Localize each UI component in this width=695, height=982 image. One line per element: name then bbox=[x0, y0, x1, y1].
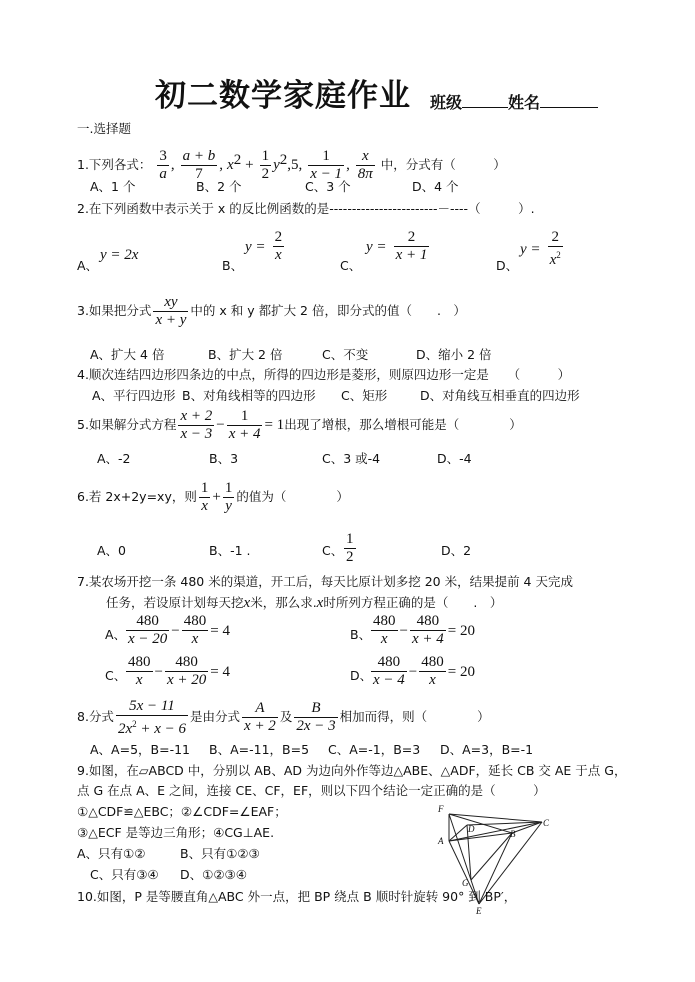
q1-option-d[interactable]: D、4 个 bbox=[412, 179, 459, 194]
q8-option-d[interactable]: D、A=3，B=-1 bbox=[440, 742, 534, 757]
q5-option-c[interactable]: C、3 或-4 bbox=[322, 451, 381, 466]
q4-option-c[interactable]: C、矩形 bbox=[341, 388, 388, 403]
q6-option-b[interactable]: B、-1 . bbox=[209, 543, 251, 558]
q1-frac-4: $\frac{1}{x - 1}$ bbox=[310, 148, 343, 183]
q9-line-4: ③△ECF 是等边三角形；④CG⊥AE. bbox=[77, 825, 275, 840]
q1-stem: 1.下列各式： $\frac{3}{a}$ , $\frac{a + b}{7}$ , $x^2$ + $\frac{1}{2}$ $y^2,5$, $\frac{1}{x - 1}$ , $\frac{x}{8\pi}$ 中，分式有（ ） bbox=[77, 148, 506, 183]
q4-option-d[interactable]: D、对角线互相垂直的四边形 bbox=[420, 388, 580, 403]
q1-option-c[interactable]: C、3 个 bbox=[305, 179, 351, 194]
q2-a-expr: y = 2x bbox=[100, 247, 139, 263]
figure-label-d: D bbox=[468, 824, 475, 834]
q7-option-a[interactable]: A、 bbox=[105, 627, 127, 642]
q8-stem: 8.分式 $\frac{5x - 11}{2x^2 + x - 6}$ 是由分式 $\frac{A}{x + 2}$ 及 $\frac{B}{2x - 3}$ 相加而得，则（ ） bbox=[77, 697, 490, 737]
q9-option-a[interactable]: A、只有①② bbox=[77, 846, 146, 861]
q9-option-b[interactable]: B、只有①②③ bbox=[180, 846, 260, 861]
class-blank[interactable] bbox=[462, 92, 508, 108]
q2-c-expr: y = $\frac{2}{x + 1}$ bbox=[366, 229, 428, 263]
q10-stem: 10.如图，P 是等腰直角△ABC 外一点，把 BP 绕点 B 顺时针旋转 90° 到 BP′， bbox=[77, 889, 517, 904]
q8-option-a[interactable]: A、A=5，B=-11 bbox=[90, 742, 190, 757]
q6-option-c[interactable]: C、 bbox=[322, 543, 344, 558]
q6-c-fraction: $\frac{1}{2}$ bbox=[346, 531, 354, 565]
q9-line-1: 9.如图，在▱ABCD 中，分别以 AB、AD 为边向外作等边△ABE、△ADF，延长 CB 交 AE 于点 G， bbox=[77, 763, 627, 778]
q5-stem: 5.如果解分式方程 $\frac{x + 2}{x - 3}$ − $\frac{1}{x + 4}$ = 1出现了增根，那么增根可能是（ ） bbox=[77, 408, 522, 442]
q7-a-expr: $\frac{480}{x - 20}$ − $\frac{480}{x}$ = 4 bbox=[128, 613, 230, 647]
q9-line-3: ①△CDF≌△EBC；②∠CDF=∠EAF； bbox=[77, 804, 287, 819]
q1-frac-3: $\frac{1}{2}$ bbox=[261, 148, 270, 183]
q1-option-b[interactable]: B、2 个 bbox=[196, 179, 242, 194]
q9-line-2: 点 G 在点 A、E 之间，连接 CE、CF，EF，则以下四个结论一定正确的是（ ） bbox=[77, 783, 546, 798]
q3-stem: 3.如果把分式 $\frac{xy}{x + y}$ 中的 x 和 y 都扩大 2 倍，即分式的值（ . ） bbox=[77, 294, 466, 328]
q2-d-expr: y = $\frac{2}{x^2}$ bbox=[520, 229, 561, 268]
q1-tail: 中，分式有（ ） bbox=[380, 157, 506, 173]
class-label: 班级 bbox=[430, 93, 463, 112]
section-heading: 一.选择题 bbox=[77, 121, 131, 136]
q3-option-a[interactable]: A、扩大 4 倍 bbox=[90, 347, 165, 362]
q7-line-1: 7.某农场开挖一条 480 米的渠道，开工后，每天比原计划多挖 20 米，结果提前 4 天完成 bbox=[77, 574, 573, 589]
q2-option-d[interactable]: D、 bbox=[496, 258, 519, 273]
q2-option-a[interactable]: A、 bbox=[77, 258, 99, 273]
q9-option-c[interactable]: C、只有③④ bbox=[90, 867, 159, 882]
q8-option-c[interactable]: C、A=-1，B=3 bbox=[328, 742, 421, 757]
q7-d-expr: $\frac{480}{x - 4}$ − $\frac{480}{x}$ = 20 bbox=[373, 654, 475, 688]
figure-label-f: F bbox=[438, 804, 444, 814]
figure-label-b: B bbox=[510, 829, 516, 839]
q2-b-expr: y = $\frac{2}{x}$ bbox=[245, 229, 283, 263]
q7-option-d[interactable]: D、 bbox=[350, 668, 373, 683]
name-blank[interactable] bbox=[540, 92, 598, 108]
q1-frac-5: $\frac{x}{8\pi}$ bbox=[357, 148, 373, 183]
q4-stem: 4.顺次连结四边形四条边的中点，所得的四边形是菱形，则原四边形一定是 （ ） bbox=[77, 367, 571, 382]
class-name-fields bbox=[430, 92, 598, 113]
q1-frac-2: $\frac{a + b}{7}$ bbox=[182, 148, 216, 183]
page-title: 初二数学家庭作业 bbox=[155, 78, 411, 114]
q3-option-d[interactable]: D、缩小 2 倍 bbox=[416, 347, 492, 362]
q4-option-a[interactable]: A、平行四边形 bbox=[92, 388, 176, 403]
name-label: 姓名 bbox=[508, 93, 541, 112]
q1-label: 1.下列各式： bbox=[77, 157, 152, 173]
q9-option-d[interactable]: D、①②③④ bbox=[180, 867, 247, 882]
q7-option-c[interactable]: C、 bbox=[105, 668, 127, 683]
q4-option-b[interactable]: B、对角线相等的四边形 bbox=[182, 388, 316, 403]
q2-stem: 2.在下列函数中表示关于 x 的反比例函数的是------------------------－----（ ）. bbox=[77, 201, 535, 216]
q5-option-d[interactable]: D、-4 bbox=[437, 451, 472, 466]
q7-b-expr: $\frac{480}{x}$ − $\frac{480}{x + 4}$ = 20 bbox=[373, 613, 475, 647]
figure-label-c: C bbox=[543, 818, 550, 828]
figure-label-a: A bbox=[438, 836, 444, 846]
q3-option-c[interactable]: C、不变 bbox=[322, 347, 369, 362]
q3-option-b[interactable]: B、扩大 2 倍 bbox=[208, 347, 283, 362]
q8-option-b[interactable]: B、A=-11，B=5 bbox=[209, 742, 310, 757]
q6-option-a[interactable]: A、0 bbox=[97, 543, 127, 558]
q5-option-b[interactable]: B、3 bbox=[209, 451, 239, 466]
figure-label-e: E bbox=[476, 906, 482, 916]
q6-option-d[interactable]: D、2 bbox=[441, 543, 472, 558]
q7-line-2: 任务，若设原计划每天挖x米，那么求.x时所列方程正确的是（ . ） bbox=[106, 595, 503, 611]
q1-frac-1: $\frac{3}{a}$ bbox=[159, 148, 167, 183]
q6-stem: 6.若 2x+2y=xy，则 $\frac{1}{x}$ + $\frac{1}{y}$ 的值为（ ） bbox=[77, 480, 349, 514]
q2-option-c[interactable]: C、 bbox=[340, 258, 362, 273]
q7-c-expr: $\frac{480}{x}$ − $\frac{480}{x + 20}$ = 4 bbox=[128, 654, 230, 688]
q5-option-a[interactable]: A、-2 bbox=[97, 451, 131, 466]
q3-fraction: $\frac{xy}{x + y}$ bbox=[155, 294, 187, 328]
q2-option-b[interactable]: B、 bbox=[222, 258, 244, 273]
q1-option-a[interactable]: A、1 个 bbox=[90, 179, 136, 194]
figure-label-g: G bbox=[462, 878, 469, 888]
q7-option-b[interactable]: B、 bbox=[350, 627, 372, 642]
